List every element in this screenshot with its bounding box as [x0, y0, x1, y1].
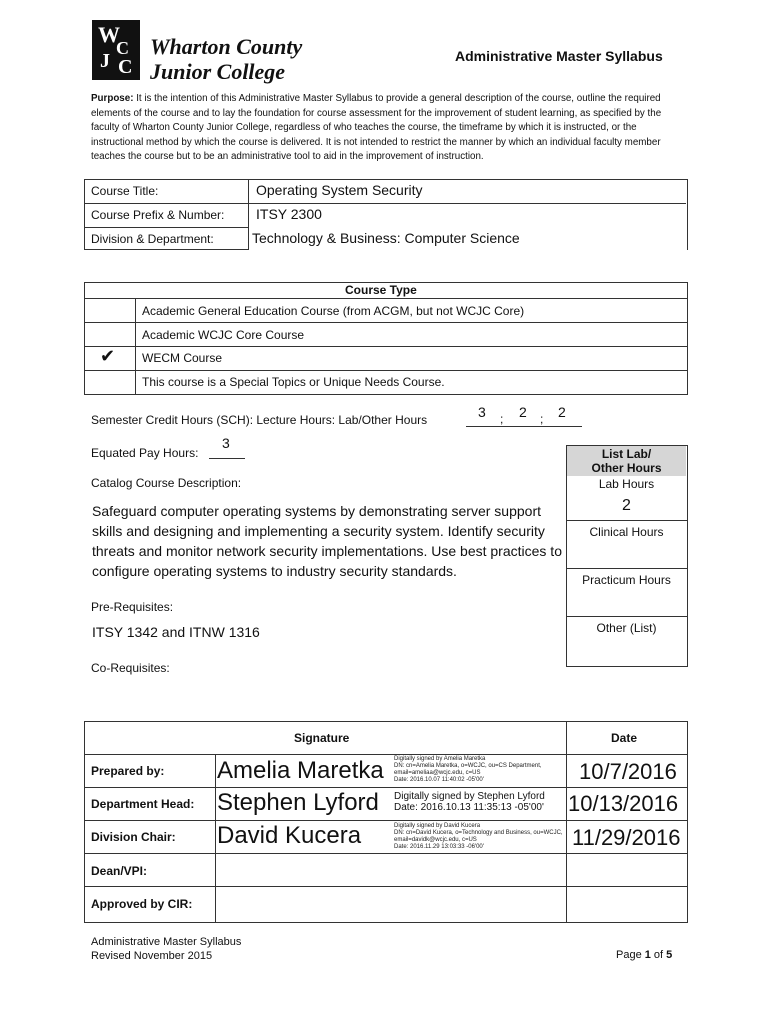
logo-letter-c2: C — [118, 56, 133, 78]
college-name — [150, 34, 302, 84]
date-heading: Date — [611, 731, 638, 745]
corequisites-label: Co-Requisites: — [91, 661, 170, 675]
option-wecm-course: WECM Course — [142, 351, 223, 365]
checkbox-special-topics[interactable] — [86, 372, 134, 393]
prerequisites-value: ITSY 1342 and ITNW 1316 — [92, 624, 260, 640]
catalog-description-text: Safeguard computer operating systems by demonstrating server support skills and designing and implementing a security system. Identify security threats and monitor network security implementations. Use best practices to configure operating systems to industry security standards. — [92, 503, 562, 579]
purpose-text: It is the intention of this Administrative Master Syllabus to provide a general description of the course, outline the required elements of the course and to lay the foundation for course assessment for the improvement of student learning, as specified by the faculty of Wharton County Junior College, regardless of who teaches the course, the timeframe by which it is instructed, or the instructional method by which the course is delivered. It is not intended to restrict the manner by which an individual faculty member teaches the course but to be an administrative tool to aid in the improvement of instruction. — [91, 93, 662, 163]
digital-stamp-department-head: Digitally signed by Stephen Lyford Date: 2016.10.13 11:35:13 -05'00' — [394, 791, 545, 813]
lab-hours-value: 2 — [558, 404, 566, 420]
lecture-hours-value: 2 — [519, 404, 527, 420]
course-prefix-value: ITSY 2300 — [256, 206, 322, 222]
purpose-label: Purpose: — [91, 93, 134, 104]
signature-table — [84, 721, 688, 923]
page-num: 1 — [644, 949, 651, 961]
sch-separator-1: ; — [500, 412, 504, 426]
option-special-topics: This course is a Special Topics or Unique Needs Course. — [142, 375, 445, 389]
catalog-description-label: Catalog Course Description: — [91, 476, 242, 490]
course-prefix-label: Course Prefix & Number: — [91, 208, 225, 222]
footer-line1: Administrative Master Syllabus — [91, 936, 242, 948]
equated-pay-label: Equated Pay Hours: — [91, 446, 199, 460]
signature-heading: Signature — [294, 731, 350, 745]
wcjc-logo — [92, 20, 140, 80]
clinical-hours-label: Clinical Hours — [589, 525, 664, 539]
logo-letter-w: W — [98, 22, 120, 47]
role-approved-by-cir: Approved by CIR: — [91, 897, 193, 911]
college-name-line2: Junior College — [150, 59, 286, 84]
division-label: Division & Department: — [91, 232, 214, 246]
footer-line2: Revised November 2015 — [91, 950, 213, 962]
signature-division-chair: David Kucera — [217, 822, 362, 849]
option-general-education: Academic General Education Course (from ACGM, but not WCJC Core) — [142, 304, 525, 318]
logo-letter-j: J — [100, 50, 110, 72]
division-value: Technology & Business: Computer Science — [252, 230, 520, 246]
role-prepared-by: Prepared by: — [91, 764, 165, 778]
date-department-head: 10/13/2016 — [568, 791, 679, 816]
digital-stamp-division-chair: Digitally signed by David Kucera DN: cn=David Kucera, o=Technology and Business, ou=WCJC, email=davidk@wcjc.edu, c=US Date: 2016.11.29 13:03:33 -06'00' — [394, 823, 563, 850]
page-prefix: Page — [616, 949, 645, 961]
lab-hours-box-value: 2 — [622, 497, 631, 514]
option-core-course: Academic WCJC Core Course — [142, 328, 305, 342]
checkbox-core-course[interactable] — [86, 324, 134, 345]
sch-separator-2: ; — [540, 412, 544, 426]
signature-department-head: Stephen Lyford — [217, 789, 379, 816]
other-hours-label: Other (List) — [596, 621, 657, 635]
college-name-line1: Wharton County — [150, 34, 303, 59]
sch-label: Semester Credit Hours (SCH): Lecture Hours: Lab/Other Hours — [91, 413, 428, 427]
logo-letter-c: C — [116, 38, 129, 58]
checkbox-general-education[interactable] — [86, 300, 134, 321]
prerequisites-label: Pre-Requisites: — [91, 600, 174, 614]
role-dean-vpi: Dean/VPI: — [91, 864, 148, 878]
date-prepared-by: 10/7/2016 — [579, 759, 677, 784]
purpose-paragraph — [91, 92, 687, 165]
course-title-label: Course Title: — [91, 184, 159, 198]
role-division-chair: Division Chair: — [91, 830, 176, 844]
page-of: of — [650, 949, 667, 961]
lab-hours-heading: List Lab/ Other Hours — [591, 447, 662, 475]
digital-stamp-prepared-by: Digitally signed by Amelia Maretka DN: cn=Amelia Maretka, o=WCJC, ou=CS Department, email=ameliaa@wcjc.edu, c=US Date: 2016.10.07 11:40:02 -05'00' — [394, 756, 542, 783]
sch-value: 3 — [478, 404, 486, 420]
page-title: Administrative Master Syllabus — [455, 48, 663, 64]
footer-left — [91, 935, 241, 963]
page-total: 5 — [666, 949, 673, 961]
signature-prepared-by: Amelia Maretka — [217, 757, 384, 784]
course-type-heading: Course Type — [345, 283, 417, 297]
checkmark-icon: ✔ — [100, 346, 116, 366]
page-number — [616, 949, 672, 961]
practicum-hours-label: Practicum Hours — [582, 573, 671, 587]
checkbox-wecm-course[interactable] — [86, 348, 134, 369]
lab-hours-label: Lab Hours — [598, 477, 655, 491]
role-department-head: Department Head: — [91, 797, 195, 811]
date-division-chair: 11/29/2016 — [572, 825, 681, 850]
equated-pay-value: 3 — [222, 435, 230, 451]
course-title-value: Operating System Security — [256, 182, 423, 198]
